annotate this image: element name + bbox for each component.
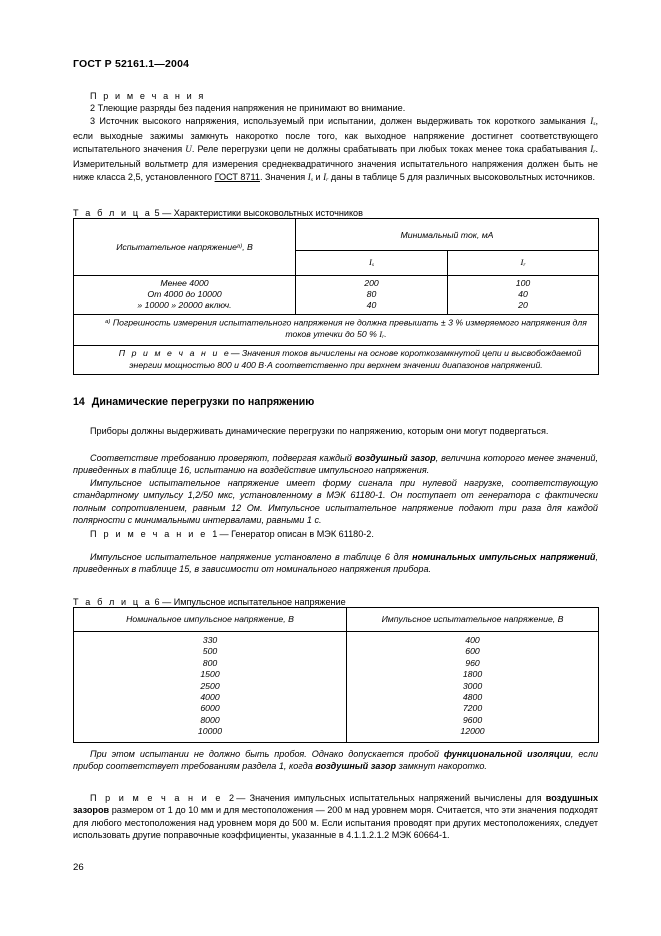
term-functional-insulation: функциональной изоляции <box>443 749 571 759</box>
table-row: 600 <box>465 646 480 657</box>
table-row: 4800 <box>462 692 483 703</box>
closing-paragraph <box>73 748 598 773</box>
note-3-part-3: . Реле перегрузки цепи не должны срабатывать при любых токах менее тока срабатывания <box>191 143 591 154</box>
table-row: 7200 <box>462 703 483 714</box>
para2-part-b: , величина которого менее значений, приведенных в таблице 16, испытанию на воздействие импульсного напряжения. <box>73 453 598 476</box>
note-3-part-5: . Значения <box>259 171 308 182</box>
table-6-col-impulse-header: Импульсное испытательное напряжение, В <box>347 608 599 632</box>
table-5-caption-title: Характеристики высоковольтных источников <box>173 208 363 218</box>
reference-gost-8711: ГОСТ 8711 <box>214 171 260 182</box>
table-row: 200 <box>364 278 379 288</box>
table-6-col-nominal-header: Номинальное импульсное напряжение, В <box>74 608 347 632</box>
section-14-number: 14 <box>73 396 85 408</box>
note-2: 2 Тлеющие разряды без падения напряжения не принимают во внимание. <box>90 103 406 114</box>
table-5-caption-number: 5 <box>154 208 160 218</box>
note-1-text: Генератор описан в МЭК 61180-2. <box>228 529 374 539</box>
table-5-voltage-values <box>74 276 296 315</box>
table-row: 2500 <box>200 680 220 691</box>
table-5-col-ir-header: $I_r$ <box>448 251 599 276</box>
paragraph-text <box>73 551 598 576</box>
symbol-ir: $I_r$ <box>590 143 596 155</box>
table-row: 800 <box>202 657 218 668</box>
paragraph-text <box>73 792 598 842</box>
section-14-heading <box>73 396 598 408</box>
note-2-part-a: Значения импульсных испытательных напряжений вычислены для <box>245 793 546 803</box>
notes-heading: П р и м е ч а н и я <box>90 91 206 101</box>
table-5-note-dash: — <box>230 348 240 359</box>
para5-part-a: При этом испытании не должно быть пробоя. Однако допускается пробой <box>90 749 444 759</box>
para4-part-b: , приведенных в таблице 15, в зависимости от номинального напряжения прибора. <box>73 552 598 575</box>
symbol-is-2: $I_s$ <box>307 171 313 183</box>
para5-part-c: замкнут накоротко. <box>396 761 487 772</box>
note-2-part-b: размером от 1 до 10 мм и для местоположения — 200 м над уровнем моря. Считается, что эти значения подходят для любого местоположения над уровнем моря до 500 м. Если испытания проводят при других местоположениях, следует использовать другие поправочные коэффициенты, указанные в 4.1.1.2.1.2 МЭК 60664-1. <box>73 805 598 841</box>
note-3 <box>73 115 598 187</box>
note-3-part-7: даны в таблице 5 для различных высоковольтных источников. <box>328 171 595 182</box>
section-14-paragraph-2 <box>73 452 598 477</box>
paragraph-text <box>73 452 598 477</box>
table-row: 330 <box>202 635 218 645</box>
table-5-footnote: $^{а)}$ Погрешность измерения испытательного напряжения не должна превышать ± 3 % измеряемого напряжения для токов утечки до 50 % $I_r$. <box>74 314 599 346</box>
section-14-title: Динамические перегрузки по напряжению <box>91 396 315 408</box>
page-number: 26 <box>73 862 84 873</box>
section-14-note-1 <box>73 528 598 540</box>
table-6 <box>73 607 599 743</box>
term-air-gap: воздушный зазор <box>354 453 436 463</box>
note-3-part-4: . Измерительный вольтметр для измерения среднеквадратичного значения испытательного напряжения должен быть не ниже класса 2,5, установленного <box>73 143 598 182</box>
table-5-ir-values <box>448 276 599 315</box>
table-row: 12000 <box>460 726 485 737</box>
paragraph-text <box>73 748 598 773</box>
note-3-part-1: 3 Источник высокого напряжения, используемый при испытании, должен выдерживать ток короткого замыкания <box>90 115 591 126</box>
table-row: 10000 <box>197 726 223 737</box>
table-6-caption-number: 6 <box>154 597 160 607</box>
table-row: 40 <box>366 300 377 311</box>
note-3-part-2: , если выходные зажимы замкнуть накоротко после того, как выходное напряжение достигнет соответствующего испытательного значения <box>73 115 598 154</box>
note-1-dash: — <box>219 529 229 539</box>
table-6-header-row <box>74 608 599 632</box>
table-5-wrapper <box>73 218 598 375</box>
table-6-caption-dash: — <box>162 597 172 607</box>
para2-part-a: Соответствие требованию проверяют, подвергая каждый <box>90 453 355 463</box>
table-row: Менее 4000 <box>160 278 209 288</box>
table-5-note <box>74 346 599 374</box>
paragraph-text: Импульсное испытательное напряжение имеет форму сигнала при нулевой нагрузке, соответствующую стандартному импульсу 1,2/50 мкс, установленному в МЭК 61180-1. Он поступает от генератора с фактически полным сопротивлением, равным 12 Ом. Импульсное испытательное напряжение подают три раза для каждой полярности с минимальными интервалами, равными 1 с. <box>73 478 598 526</box>
table-5 <box>73 218 599 375</box>
symbol-u: U <box>185 143 192 154</box>
footnote-text: Погрешность измерения испытательного напряжения не должна превышать ± 3 % измеряемого напряжения для токов утечки до 50 % <box>110 317 587 339</box>
table-row: 1800 <box>462 669 483 680</box>
table-row: 80 <box>366 289 377 300</box>
table-6-caption-label: Т а б л и ц а <box>73 597 152 607</box>
table-5-header-row-1 <box>74 219 599 251</box>
table-5-is-values <box>296 276 448 315</box>
table-5-data-block <box>74 276 599 315</box>
table-5-caption-label: Т а б л и ц а <box>73 208 152 218</box>
page-header-standard-number: ГОСТ Р 52161.1—2004 <box>73 58 190 70</box>
top-notes-block <box>73 90 598 186</box>
table-row: 4000 <box>200 692 220 703</box>
note-1-label: П р и м е ч а н и е 1 <box>90 529 220 539</box>
table-5-col-voltage-header: Испытательное напряжение$^{а)}$, В <box>74 219 296 276</box>
note-2-label: П р и м е ч а н и е 2 <box>90 793 237 803</box>
table-row: 3000 <box>462 680 483 691</box>
table-row: 9600 <box>462 714 483 725</box>
closing-note-2 <box>73 792 598 842</box>
table-row: 100 <box>515 278 531 288</box>
table-5-note-text: Значения токов вычислены на основе короткозамкнутой цепи и высвобождаемой энергии мощностью 800 и 400 В·А соответственно при верхнем значении диапазонов напряжений. <box>129 348 582 371</box>
section-14-paragraph-1 <box>73 425 598 437</box>
paragraph-text <box>73 528 598 540</box>
table-row: 6000 <box>200 703 220 714</box>
table-row: 400 <box>465 635 480 645</box>
term-nominal-impulse-voltages: номинальных импульсных напряжений <box>412 552 596 562</box>
table-6-nominal-values <box>74 632 347 743</box>
term-air-gap-2: воздушный зазор <box>315 761 397 772</box>
table-row: 20 <box>518 300 528 311</box>
symbol-is: $I_s$ <box>590 115 596 127</box>
table-6-wrapper <box>73 607 598 743</box>
table-5-col-current-group-header: Минимальный ток, мА <box>296 219 599 251</box>
paragraph-text: Приборы должны выдерживать динамические перегрузки по напряжению, которым они могут подвергаться. <box>90 426 549 436</box>
table-row: 500 <box>202 646 218 657</box>
table-5-note-label: П р и м е ч а н и е <box>118 348 231 359</box>
table-row: 1500 <box>200 669 220 680</box>
table-row: 40 <box>518 289 528 300</box>
table-6-impulse-values <box>347 632 599 743</box>
note-3-part-6: и <box>312 171 324 182</box>
table-5-footnote-row <box>74 314 599 346</box>
table-5-note-row <box>74 346 599 374</box>
table-5-col-is-header: $I_s$ <box>296 251 448 276</box>
table-row: От 4000 до 10000 <box>147 289 222 300</box>
note-2-dash: — <box>236 793 246 803</box>
symbol-ir-2: $I_r$ <box>323 171 329 183</box>
section-14-paragraph-3 <box>73 477 598 527</box>
para5-part-b: , если прибор соответствует требованиям раздела 1, когда <box>73 749 599 772</box>
table-6-data-block <box>74 632 599 743</box>
table-row: 960 <box>465 657 480 668</box>
term-air-gaps: воздушных зазоров <box>73 793 598 816</box>
table-row: » 10000 » 20000 включ. <box>137 300 232 311</box>
footnote-marker: а) <box>105 318 111 325</box>
table-6-caption-title: Импульсное испытательное напряжение <box>173 597 346 607</box>
para4-part-a: Импульсное испытательное напряжение установлено в таблице 6 для <box>90 552 413 562</box>
section-14-paragraph-4 <box>73 551 598 576</box>
table-row: 8000 <box>200 714 220 725</box>
table-5-caption-dash: — <box>162 208 172 218</box>
